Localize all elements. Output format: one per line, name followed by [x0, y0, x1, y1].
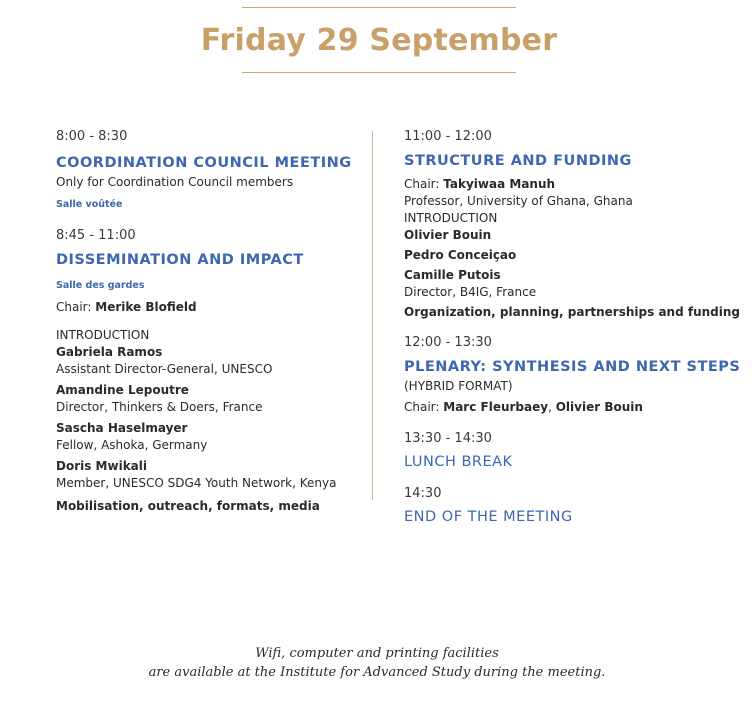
room-label: Salle voûtée — [56, 199, 123, 210]
session-topic: Mobilisation, outreach, formats, media — [56, 499, 320, 513]
chair-label: Chair: — [56, 300, 96, 314]
column-divider — [372, 131, 373, 500]
speaker — [56, 344, 356, 378]
session-title: END OF THE MEETING — [404, 509, 573, 525]
intro-label: INTRODUCTION — [404, 211, 498, 225]
session-time: 13:30 - 14:30 — [404, 431, 492, 446]
left-column — [56, 129, 356, 515]
session-topic: Organization, planning, partnerships and funding — [404, 305, 740, 319]
session-note: Only for Coordination Council members — [56, 175, 294, 189]
speaker-name: Sascha Haselmayer — [56, 421, 188, 435]
speaker-name: Amandine Lepoutre — [56, 383, 189, 397]
chair-role: Professor, University of Ghana, Ghana — [404, 194, 633, 208]
session-lunch — [404, 431, 744, 471]
intro-label: INTRODUCTION — [56, 328, 150, 342]
chair-label: Chair: — [404, 400, 444, 414]
speaker-name: Camille Putois — [404, 268, 501, 282]
session-title: STRUCTURE AND FUNDING — [404, 153, 632, 169]
session-chair — [404, 176, 744, 193]
session-chair — [56, 299, 356, 316]
session-title: LUNCH BREAK — [404, 454, 513, 470]
chair-label: Chair: — [404, 177, 444, 191]
speaker-name: Olivier Bouin — [404, 228, 492, 242]
speaker-role: Member, UNESCO SDG4 Youth Network, Kenya — [56, 476, 337, 490]
speaker-name: Doris Mwikali — [56, 459, 148, 473]
speaker-role: Director, B4IG, France — [404, 285, 537, 299]
session-structure-funding — [404, 129, 744, 321]
session-title: PLENARY: SYNTHESIS AND NEXT STEPS — [404, 359, 741, 375]
session-time: 8:45 - 11:00 — [56, 228, 136, 243]
session-time: 8:00 - 8:30 — [56, 129, 128, 144]
speaker-role: Fellow, Ashoka, Germany — [56, 438, 208, 452]
speaker — [56, 420, 356, 454]
session-end — [404, 486, 744, 526]
session-format: (HYBRID FORMAT) — [404, 379, 513, 393]
chair-name: Takyiwaa Manuh — [443, 177, 556, 191]
page-header — [200, 7, 558, 73]
session-title: COORDINATION COUNCIL MEETING — [56, 155, 352, 171]
session-chair — [404, 399, 744, 416]
speaker-name: Gabriela Ramos — [56, 345, 163, 359]
speaker-role: Director, Thinkers & Doers, France — [56, 400, 263, 414]
speaker-name: Pedro Conceiçao — [404, 248, 517, 262]
session-coordination-council — [56, 129, 356, 211]
speaker-role: Assistant Director-General, UNESCO — [56, 362, 273, 376]
speaker — [56, 382, 356, 416]
session-time: 14:30 — [404, 486, 442, 501]
footer-line: Wifi, computer and printing facilities — [255, 646, 499, 661]
session-title: DISSEMINATION AND IMPACT — [56, 252, 304, 268]
chair-separator: , — [548, 400, 556, 414]
room-label: Salle des gardes — [56, 280, 145, 291]
session-dissemination — [56, 228, 356, 515]
session-time: 11:00 - 12:00 — [404, 129, 492, 144]
speaker — [56, 458, 356, 492]
session-plenary — [404, 335, 744, 416]
session-time: 12:00 - 13:30 — [404, 335, 492, 350]
right-column — [404, 129, 744, 526]
chair-name: Marc Fleurbaey — [443, 400, 549, 414]
page-title: Friday 29 September — [200, 22, 558, 58]
chair-name: Olivier Bouin — [555, 400, 643, 414]
footer-line: are available at the Institute for Advanced Study during the meeting. — [148, 665, 606, 680]
chair-name: Merike Blofield — [95, 300, 197, 314]
facilities-note — [0, 644, 754, 682]
